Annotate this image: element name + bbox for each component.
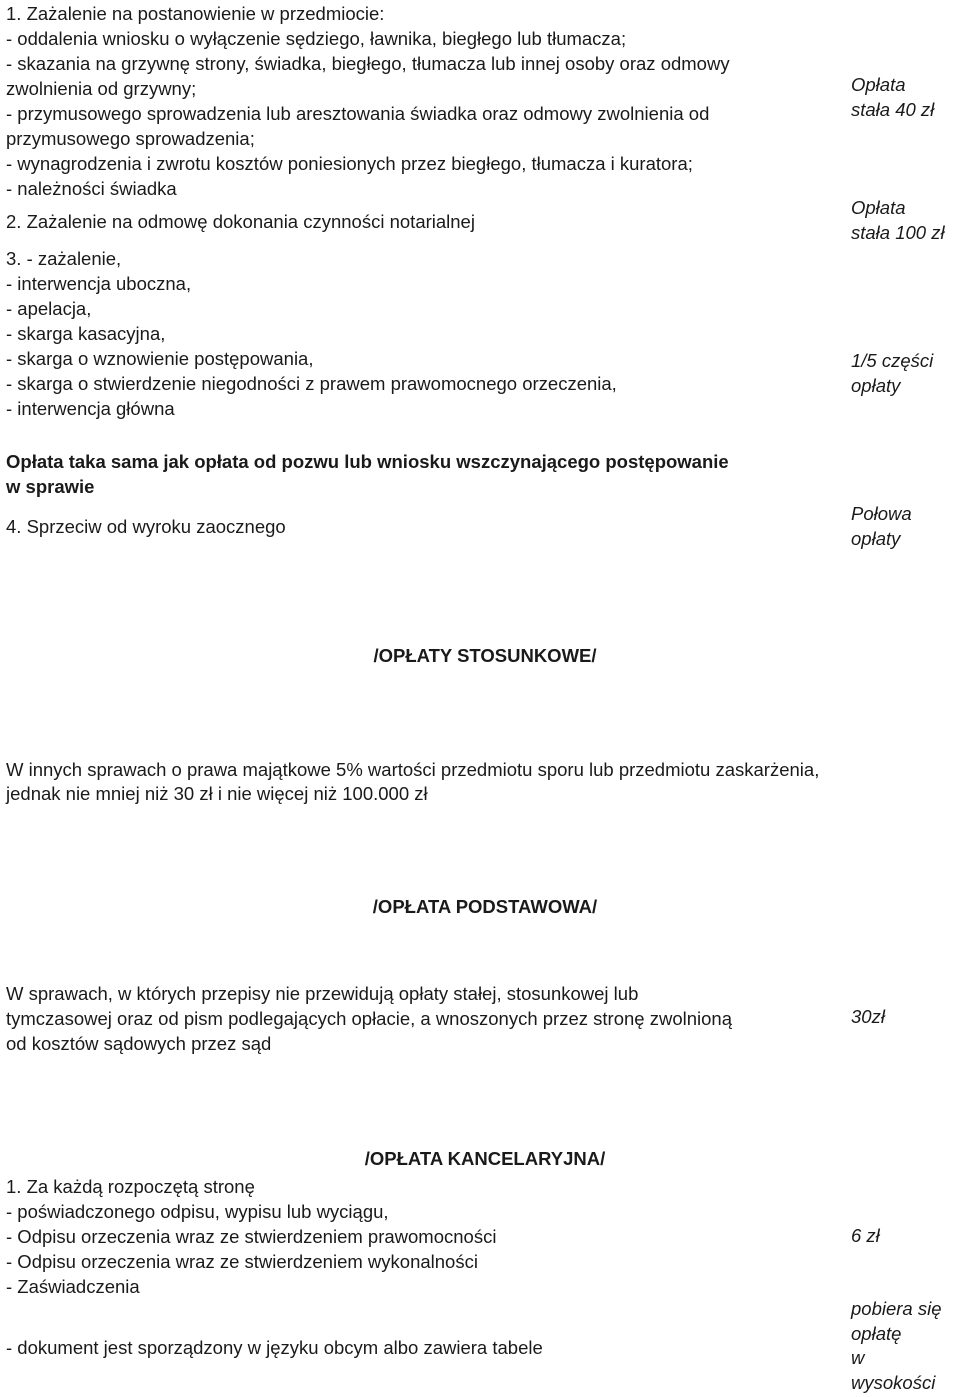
fee-line: opłaty	[851, 375, 901, 396]
kancelaryjna-text	[6, 1174, 841, 1299]
fee-line: 30zł	[851, 1006, 885, 1027]
kancelaryjna-fee-1	[851, 1223, 959, 1248]
text-line: - dokument jest sporządzony w języku obcym albo zawiera tabele	[6, 1337, 543, 1358]
section-4-fee	[851, 501, 959, 551]
text-line: 2. Zażalenie na odmowę dokonania czynności notarialnej	[6, 211, 475, 232]
fee-line: 6 zł	[851, 1225, 880, 1246]
text-line: - apelacja,	[6, 298, 92, 319]
text-line: 1. Za każdą rozpoczętą stronę	[6, 1176, 255, 1197]
text-line: - Zaświadczenia	[6, 1276, 140, 1297]
text-line: - skarga o stwierdzenie niegodności z prawem prawomocnego orzeczenia,	[6, 373, 617, 394]
text-line: tymczasowej oraz od pism podlegających opłacie, a wnoszonych przez stronę zwolnioną	[6, 1008, 732, 1029]
section-heading-stosunkowe: /OPŁATY STOSUNKOWE/	[373, 645, 597, 666]
podstawowa-fee	[851, 1004, 959, 1029]
section-2-fee	[851, 195, 959, 245]
text-line: 4. Sprzeciw od wyroku zaocznego	[6, 516, 286, 537]
text-line: zwolnienia od grzywny;	[6, 78, 197, 99]
text-line: - interwencja uboczna,	[6, 273, 192, 294]
podstawowa-text	[6, 981, 841, 1056]
fee-line: wysokości	[851, 1371, 936, 1393]
fee-line: pobiera się	[851, 1298, 942, 1319]
section-3-fee	[851, 348, 959, 398]
text-line: - przymusowego sprowadzenia lub aresztowania świadka oraz odmowy zwolnienia od	[6, 103, 710, 124]
text-line: - interwencja główna	[6, 398, 175, 419]
kancelaryjna-last-line	[6, 1335, 841, 1360]
text-line: - Odpisu orzeczenia wraz ze stwierdzeniem prawomocności	[6, 1226, 497, 1247]
section-heading-podstawowa: /OPŁATA PODSTAWOWA/	[372, 896, 598, 917]
section-heading-kancelaryjna: /OPŁATA KANCELARYJNA/	[364, 1148, 606, 1169]
fee-line: stała 40 zł	[851, 99, 935, 120]
text-line: - skarga kasacyjna,	[6, 323, 166, 344]
text-line: - Odpisu orzeczenia wraz ze stwierdzeniem wykonalności	[6, 1251, 478, 1272]
fee-line: w	[851, 1347, 865, 1368]
text-line: W innych sprawach o prawa majątkowe 5% wartości przedmiotu sporu lub przedmiotu zaskarżenia,	[6, 759, 820, 780]
section-1-fee	[851, 72, 959, 122]
stosunkowe-text	[6, 758, 956, 806]
text-line: - oddalenia wniosku o wyłączenie sędziego, ławnika, biegłego lub tłumacza;	[6, 28, 627, 49]
text-line: w sprawie	[6, 476, 95, 497]
text-line: przymusowego sprowadzenia;	[6, 128, 255, 149]
section-1-text	[6, 1, 841, 201]
fee-line: Opłata	[851, 197, 906, 218]
text-line: jednak nie mniej niż 30 zł i nie więcej niż 100.000 zł	[6, 783, 428, 804]
fee-line: opłatę	[851, 1322, 902, 1344]
text-line: - skazania na grzywnę strony, świadka, biegłego, tłumacza lub innej osoby oraz odmowy	[6, 53, 730, 74]
text-line: od kosztów sądowych przez sąd	[6, 1033, 272, 1054]
fee-line: Opłata	[851, 74, 906, 95]
text-line: W sprawach, w których przepisy nie przewidują opłaty stałej, stosunkowej lub	[6, 983, 639, 1004]
fee-line: Połowa	[851, 503, 912, 524]
text-line: Opłata taka sama jak opłata od pozwu lub wniosku wszczynającego postępowanie	[6, 451, 729, 472]
fee-line: 1/5 części	[851, 350, 934, 371]
kancelaryjna-fee-2	[851, 1297, 959, 1395]
text-line: - skarga o wznowienie postępowania,	[6, 348, 314, 369]
text-line: 1. Zażalenie na postanowienie w przedmiocie:	[6, 3, 385, 24]
text-line: - poświadczonego odpisu, wypisu lub wyciągu,	[6, 1201, 389, 1222]
section-4-text	[6, 514, 841, 539]
section-3-text	[6, 246, 841, 421]
fee-line: stała 100 zł	[851, 222, 945, 243]
text-line: 3. - zażalenie,	[6, 248, 122, 269]
text-line: - należności świadka	[6, 178, 177, 199]
same-fee-note	[6, 449, 906, 499]
fee-line: opłaty	[851, 528, 901, 549]
text-line: - wynagrodzenia i zwrotu kosztów poniesionych przez biegłego, tłumacza i kuratora;	[6, 153, 693, 174]
section-2-text	[6, 209, 841, 234]
